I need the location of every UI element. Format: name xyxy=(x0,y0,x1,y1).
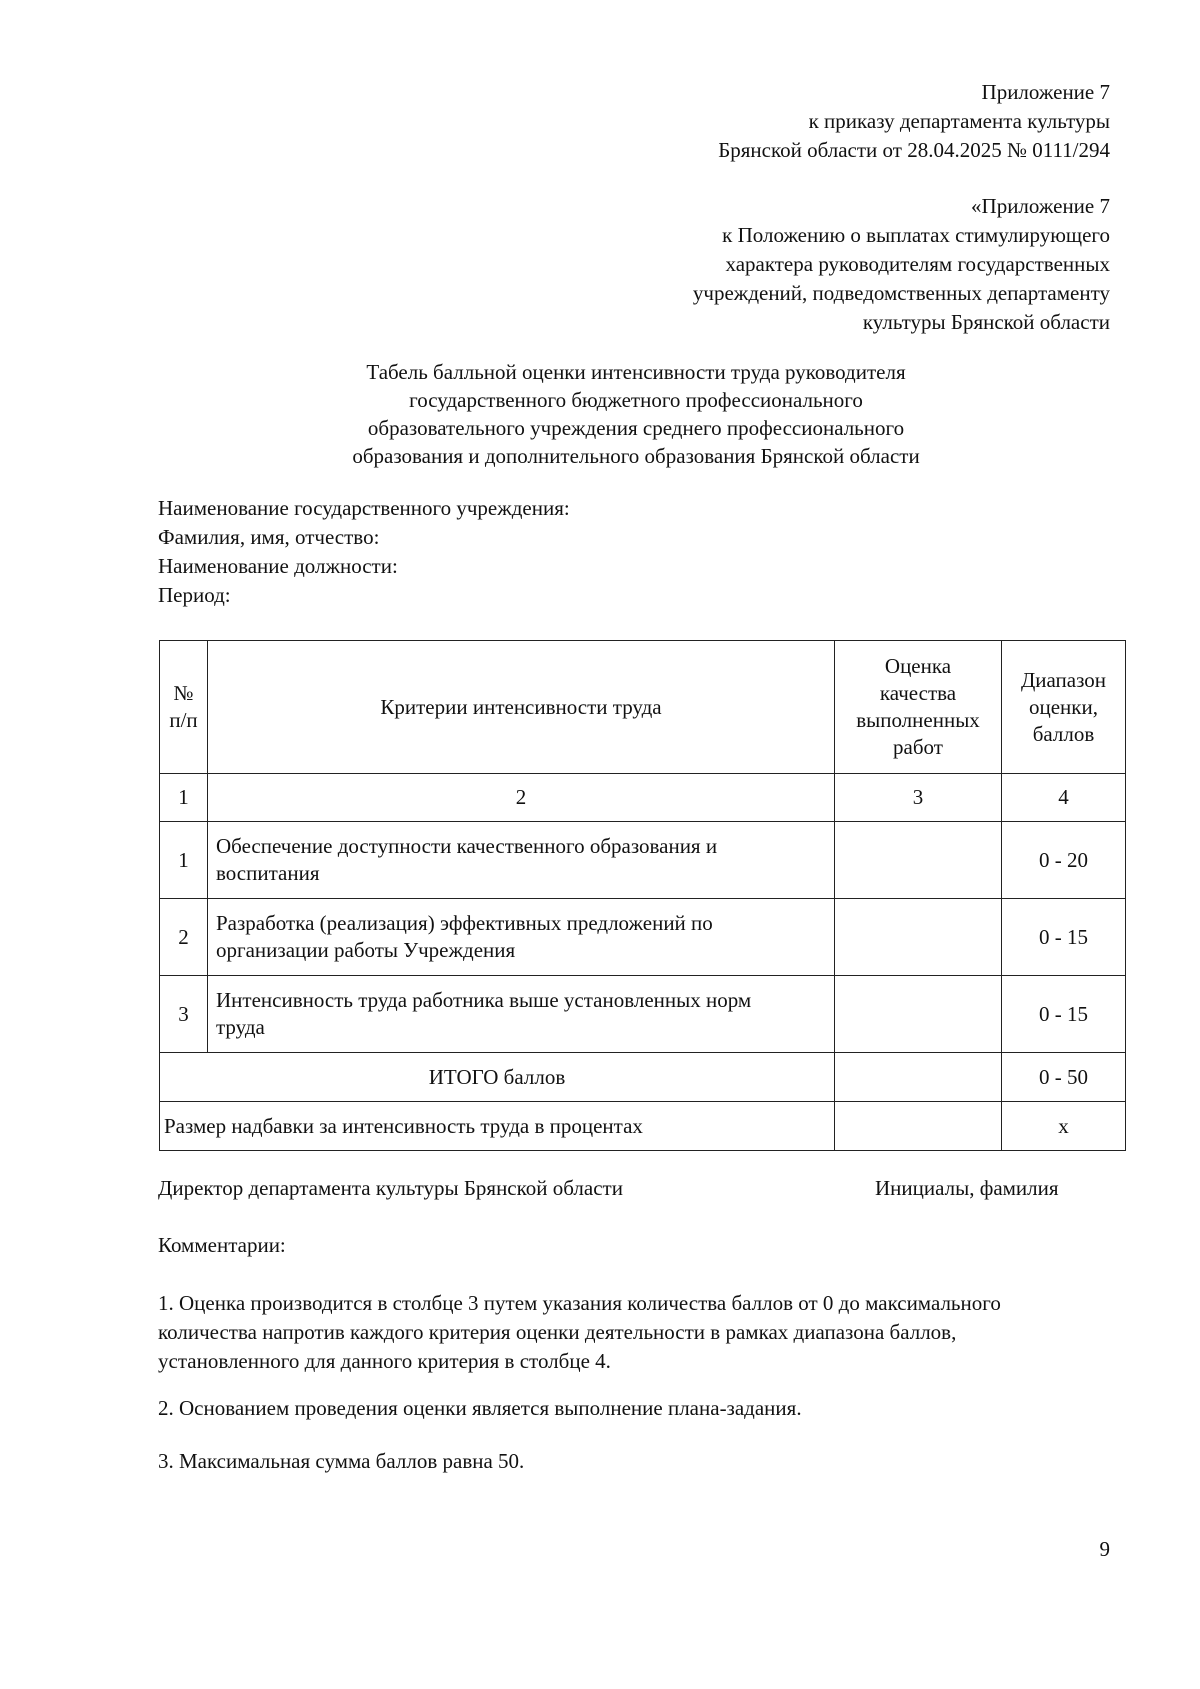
row-quality-cell xyxy=(835,899,1002,976)
row-criterion: Разработка (реализация) эффективных предложений по организации работы Учреждения xyxy=(208,899,835,976)
header-quality: Оценка качества выполненных работ xyxy=(835,641,1002,774)
field-institution: Наименование государственного учреждения: xyxy=(158,496,570,520)
signature-name: Инициалы, фамилия xyxy=(875,1176,1059,1200)
row-num: 1 xyxy=(160,822,208,899)
row-range: 0 - 20 xyxy=(1002,822,1126,899)
criteria-table xyxy=(159,640,1126,1151)
column-number: 3 xyxy=(835,774,1002,822)
comment-item-2: 2. Основанием проведения оценки является выполнение плана-задания. xyxy=(158,1396,802,1420)
header-range: Диапазон оценки, баллов xyxy=(1002,641,1126,774)
order-line: Приложение 7 xyxy=(981,80,1110,104)
row-num: 3 xyxy=(160,976,208,1053)
total-range: 0 - 50 xyxy=(1002,1053,1126,1102)
regulation-line: характера руководителям государственных xyxy=(725,252,1110,276)
row-range: 0 - 15 xyxy=(1002,899,1126,976)
title-line: государственного бюджетного профессионального xyxy=(409,388,863,412)
page-number: 9 xyxy=(1099,1537,1110,1561)
column-number: 2 xyxy=(208,774,835,822)
header-criteria: Критерии интенсивности труда xyxy=(208,641,835,774)
regulation-line: культуры Брянской области xyxy=(862,310,1110,334)
row-quality-cell xyxy=(835,822,1002,899)
signature-position: Директор департамента культуры Брянской области xyxy=(158,1176,623,1200)
bonus-value: х xyxy=(1002,1102,1126,1151)
field-full-name: Фамилия, имя, отчество: xyxy=(158,525,380,549)
comments-heading: Комментарии: xyxy=(158,1233,286,1257)
row-quality-cell xyxy=(835,976,1002,1053)
field-period: Период: xyxy=(158,583,231,607)
row-num: 2 xyxy=(160,899,208,976)
document-title xyxy=(0,358,1200,470)
bonus-row xyxy=(160,1102,1126,1151)
regulation-reference xyxy=(693,192,1110,337)
regulation-line: «Приложение 7 xyxy=(971,194,1110,218)
row-range: 0 - 15 xyxy=(1002,976,1126,1053)
header-num: № п/п xyxy=(160,641,208,774)
bonus-label: Размер надбавки за интенсивность труда в процентах xyxy=(160,1102,835,1151)
title-line: образования и дополнительного образования Брянской области xyxy=(352,444,920,468)
comment-item-3: 3. Максимальная сумма баллов равна 50. xyxy=(158,1449,525,1473)
column-number: 4 xyxy=(1002,774,1126,822)
column-number-row xyxy=(160,774,1126,822)
total-label: ИТОГО баллов xyxy=(160,1053,835,1102)
total-quality-cell xyxy=(835,1053,1002,1102)
order-line: Брянской области от 28.04.2025 № 0111/294 xyxy=(718,138,1110,162)
regulation-line: учреждений, подведомственных департаменту xyxy=(692,281,1110,305)
order-line: к приказу департамента культуры xyxy=(808,109,1110,133)
field-position: Наименование должности: xyxy=(158,554,398,578)
total-row xyxy=(160,1053,1126,1102)
title-line: образовательного учреждения среднего профессионального xyxy=(367,416,905,440)
row-criterion: Интенсивность труда работника выше установленных норм труда xyxy=(208,976,835,1053)
table-row xyxy=(160,976,1126,1053)
column-number: 1 xyxy=(160,774,208,822)
table-row xyxy=(160,822,1126,899)
order-reference xyxy=(718,78,1110,165)
title-line: Табель балльной оценки интенсивности труда руководителя xyxy=(366,360,906,384)
row-criterion: Обеспечение доступности качественного образования и воспитания xyxy=(208,822,835,899)
comment-item-1: 1. Оценка производится в столбце 3 путем указания количества баллов от 0 до максимального количества напротив каждого критерия оценки деятельности в рамках диапазона баллов, установленного для данного критерия в столбце 4. xyxy=(158,1291,1001,1373)
table-header-row xyxy=(160,641,1126,774)
bonus-quality-cell xyxy=(835,1102,1002,1151)
regulation-line: к Положению о выплатах стимулирующего xyxy=(722,223,1110,247)
table-row xyxy=(160,899,1126,976)
